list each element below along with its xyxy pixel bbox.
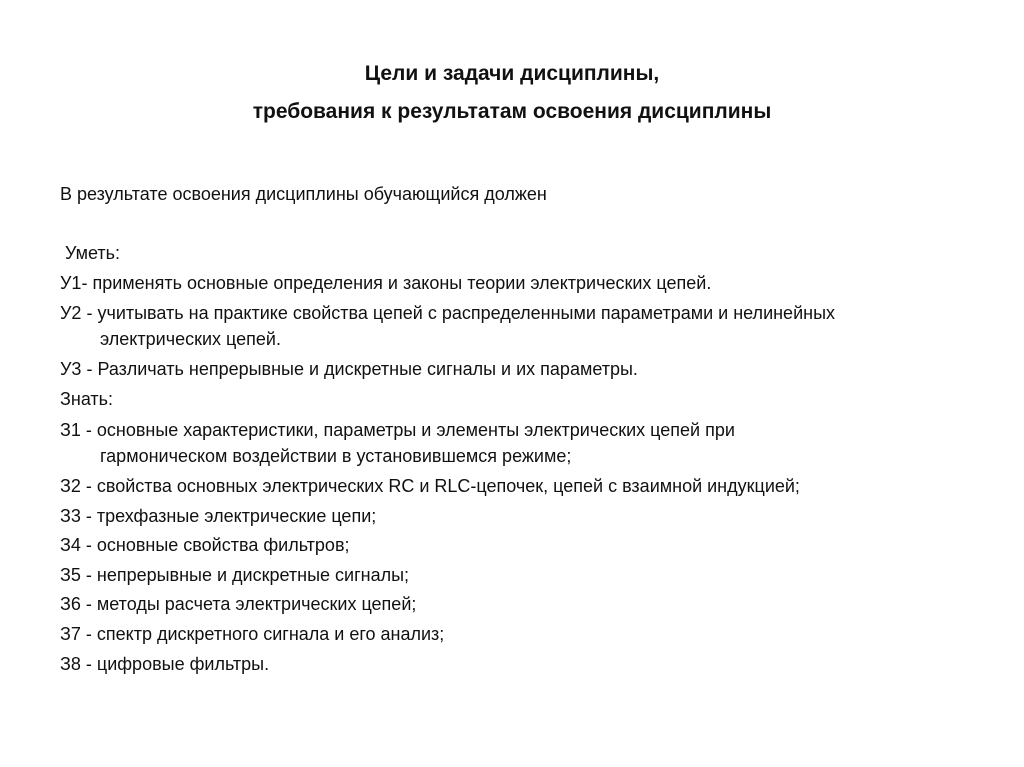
skill-item: У2 - учитывать на практике свойства цепей с распределенными параметрами и нелинейных (60, 303, 836, 323)
skill-item: У1- применять основные определения и законы теории электрических цепей. (60, 273, 712, 293)
knowledge-item: З5 - непрерывные и дискретные сигналы; (60, 565, 410, 585)
knowledge-item-continuation: гармоническом воздействии в установившемся режиме; (100, 446, 572, 466)
slide-title-line-2: требования к результатам освоения дисциплины (252, 100, 772, 123)
skill-item-continuation: электрических цепей. (100, 329, 281, 349)
knowledge-heading: Знать: (60, 389, 114, 409)
knowledge-item: З1 - основные характеристики, параметры и элементы электрических цепей при (60, 420, 735, 440)
intro-text: В результате освоения дисциплины обучающийся должен (60, 184, 547, 204)
skills-heading: Уметь: (65, 243, 121, 263)
slide-title-line-1: Цели и задачи дисциплины, (364, 62, 660, 85)
knowledge-item: З6 - методы расчета электрических цепей; (60, 594, 417, 614)
knowledge-item: З7 - спектр дискретного сигнала и его анализ; (60, 624, 445, 644)
skill-item: У3 - Различать непрерывные и дискретные сигналы и их параметры. (60, 359, 638, 379)
knowledge-item: З8 - цифровые фильтры. (60, 654, 270, 674)
knowledge-item: З2 - свойства основных электрических RC и RLC-цепочек, цепей с взаимной индукцией; (60, 476, 800, 496)
knowledge-item: З4 - основные свойства фильтров; (60, 535, 350, 555)
knowledge-item: З3 - трехфазные электрические цепи; (60, 506, 377, 526)
